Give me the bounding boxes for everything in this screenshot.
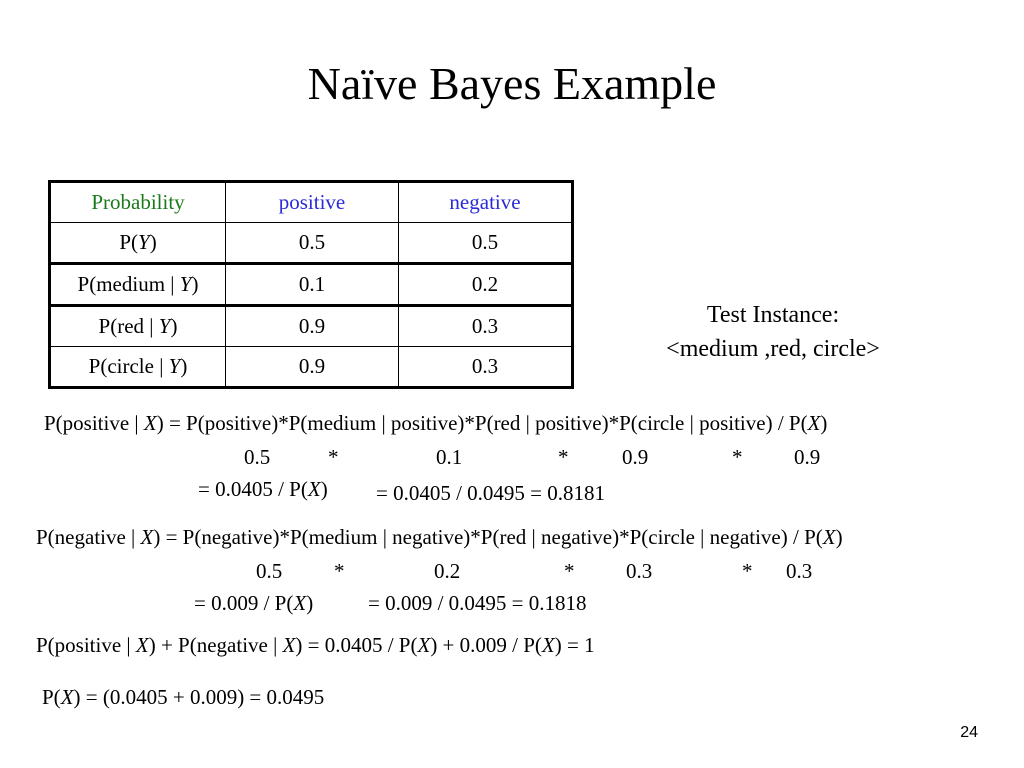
positive-result-normalized: = 0.0405 / 0.0495 = 0.8181 — [376, 481, 606, 505]
cell-positive: 0.9 — [226, 306, 399, 347]
eq-text: P(positive | — [44, 411, 144, 435]
positive-value-operator: * — [328, 445, 339, 469]
cell-positive: 0.9 — [226, 347, 399, 388]
negative-value-circle: 0.3 — [786, 559, 813, 583]
label-text: P( — [119, 230, 138, 254]
positive-value-operator: * — [732, 445, 743, 469]
page-number: 24 — [960, 724, 978, 741]
negative-value-operator: * — [334, 559, 345, 583]
row-label — [50, 306, 226, 347]
eq-text: ) = 0.0405 / P( — [295, 633, 418, 657]
eq-text: ) = P(positive)*P(medium | positive)*P(red | positive)*P(circle | positive) / P( — [156, 411, 808, 435]
eq-var: X — [541, 633, 555, 657]
eq-var: X — [417, 633, 431, 657]
positive-result-unnormalized — [198, 476, 328, 502]
evidence-equation — [42, 684, 324, 710]
negative-posterior-equation — [36, 524, 843, 550]
cell-negative: 0.3 — [399, 347, 573, 388]
positive-value-medium: 0.1 — [436, 445, 463, 469]
positive-value-prior: 0.5 — [244, 445, 271, 469]
test-instance — [640, 298, 906, 366]
header-probability: Probability — [50, 182, 226, 223]
eq-text: ) = P(negative)*P(medium | negative)*P(red | negative)*P(circle | negative) / P( — [153, 525, 823, 549]
label-close: ) — [191, 272, 199, 296]
eq-var: X — [135, 633, 149, 657]
label-close: ) — [149, 230, 157, 254]
row-label — [50, 223, 226, 264]
negative-result-unnormalized — [194, 590, 313, 616]
eq-var: X — [140, 525, 154, 549]
label-close: ) — [170, 314, 178, 338]
label-var: Y — [168, 354, 181, 378]
eq-text: ) — [820, 411, 828, 435]
eq-text: ) + 0.009 / P( — [430, 633, 542, 657]
eq-text: ) — [306, 591, 314, 615]
table-row — [50, 264, 573, 306]
positive-value-red: 0.9 — [622, 445, 649, 469]
eq-text: P(negative | — [36, 525, 141, 549]
eq-text: P( — [42, 685, 61, 709]
eq-var: X — [807, 411, 821, 435]
eq-var: X — [282, 633, 296, 657]
eq-text: ) — [320, 477, 328, 501]
posterior-sum-equation — [36, 632, 595, 658]
cell-negative: 0.5 — [399, 223, 573, 264]
positive-posterior-equation — [44, 410, 827, 436]
label-var: Y — [158, 314, 171, 338]
table-row — [50, 306, 573, 347]
positive-value-circle: 0.9 — [794, 445, 821, 469]
table-header-row — [50, 182, 573, 223]
eq-var: X — [307, 477, 321, 501]
label-text: P(red | — [98, 314, 159, 338]
eq-var: X — [822, 525, 836, 549]
test-instance-label: Test Instance: — [706, 302, 840, 328]
eq-text: ) — [835, 525, 843, 549]
label-var: Y — [138, 230, 150, 254]
table-row — [50, 347, 573, 388]
label-text: P(medium | — [77, 272, 180, 296]
label-text: P(circle | — [88, 354, 169, 378]
table-row — [50, 223, 573, 264]
probability-table — [48, 180, 574, 389]
eq-text: ) + P(negative | — [148, 633, 283, 657]
negative-value-operator: * — [742, 559, 753, 583]
cell-positive: 0.1 — [226, 264, 399, 306]
eq-text: = 0.0405 / P( — [198, 477, 308, 501]
row-label — [50, 347, 226, 388]
header-positive: positive — [226, 182, 399, 223]
negative-value-medium: 0.2 — [434, 559, 461, 583]
eq-var: X — [60, 685, 74, 709]
negative-value-prior: 0.5 — [256, 559, 283, 583]
positive-value-operator: * — [558, 445, 569, 469]
eq-text: ) = 1 — [554, 633, 595, 657]
negative-value-operator: * — [564, 559, 575, 583]
label-var: Y — [179, 272, 192, 296]
negative-value-red: 0.3 — [626, 559, 653, 583]
header-negative: negative — [399, 182, 573, 223]
cell-positive: 0.5 — [226, 223, 399, 264]
eq-var: X — [293, 591, 307, 615]
eq-text: = 0.009 / P( — [194, 591, 294, 615]
negative-result-normalized: = 0.009 / 0.0495 = 0.1818 — [368, 591, 587, 615]
eq-var: X — [143, 411, 157, 435]
eq-text: ) = (0.0405 + 0.009) = 0.0495 — [73, 685, 325, 709]
cell-negative: 0.3 — [399, 306, 573, 347]
row-label — [50, 264, 226, 306]
label-close: ) — [180, 354, 188, 378]
cell-negative: 0.2 — [399, 264, 573, 306]
eq-text: P(positive | — [36, 633, 136, 657]
test-instance-value: <medium ,red, circle> — [666, 336, 880, 362]
slide-title: Naïve Bayes Example — [307, 58, 717, 109]
